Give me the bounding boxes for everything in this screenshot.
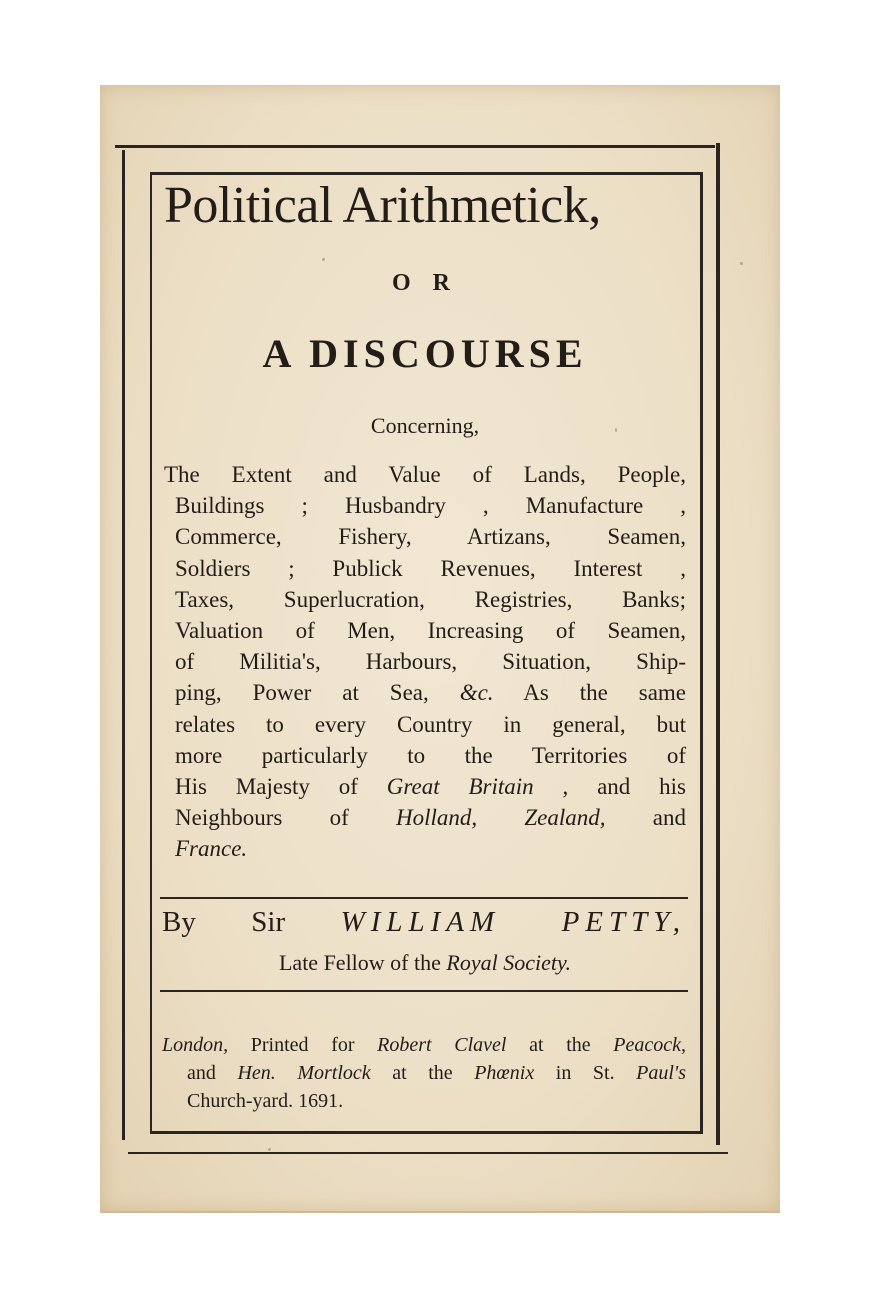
imprint-segment: Hen. Mortlock — [237, 1062, 371, 1084]
imprint-line-3: Church-yard. 1691. — [187, 1090, 344, 1112]
paper-speck — [322, 258, 325, 261]
concerning-label: Concerning, — [370, 413, 480, 438]
body-line-segment: Great Britain — [386, 774, 534, 799]
body-line-segment: more particularly to the Territories of — [175, 742, 686, 768]
author-name: WILLIAM PETTY, — [340, 906, 686, 938]
imprint-line-2 — [187, 1062, 686, 1085]
affiliation-society: Royal Society. — [446, 950, 572, 975]
body-line — [175, 774, 686, 800]
body-line — [175, 805, 686, 831]
body-line-segment: Valuation of Men, Increasing of Seamen, — [175, 618, 686, 643]
imprint-top-rule — [160, 990, 688, 992]
outer-frame-bottom-rule — [128, 1152, 728, 1154]
paper-speck — [740, 262, 743, 265]
body-line — [175, 618, 686, 644]
body-line — [175, 556, 686, 582]
body-line — [175, 587, 686, 613]
imprint-segment: at the — [506, 1034, 614, 1056]
body-line-segment: The Extent and Value of Lands, People, — [164, 462, 686, 487]
paper-speck — [268, 1148, 271, 1151]
body-line-segment: ping, Power at Sea, — [175, 680, 460, 706]
outer-frame-right-rule — [716, 143, 720, 1145]
body-line — [175, 836, 686, 862]
paper-speck — [615, 428, 617, 432]
body-line-segment: His Majesty of — [175, 774, 387, 799]
imprint-segment: Peacock, — [613, 1034, 687, 1056]
body-line-segment: relates to every Country in general, but — [175, 711, 686, 737]
body-line-segment: Buildings ; Husbandry , Manufacture , — [175, 493, 686, 519]
title: Political Arithmetick, — [164, 177, 601, 234]
outer-frame-left-rule — [122, 150, 125, 1140]
outer-frame-top-rule — [115, 145, 715, 148]
imprint-segment: Printed for — [228, 1034, 378, 1056]
body-line-segment: Commerce, Fishery, Artizans, Seamen, — [175, 524, 686, 550]
affiliation-prefix: Late Fellow of the — [278, 950, 441, 975]
body-line — [175, 743, 686, 769]
body-line-segment: Taxes, Superlucration, Registries, Banks; — [175, 586, 686, 612]
imprint-segment: and — [187, 1062, 238, 1084]
imprint-line-1 — [162, 1034, 686, 1057]
or-connector: O R — [392, 270, 458, 296]
imprint-segment: Phœnix — [474, 1062, 535, 1084]
imprint-segment: in St. — [534, 1062, 637, 1084]
byline-prefix: By Sir — [162, 906, 286, 938]
body-line-segment: &c. — [459, 680, 494, 706]
body-line — [175, 649, 686, 675]
body-line — [175, 524, 686, 550]
body-line-segment: and — [605, 805, 687, 831]
author-affiliation — [150, 950, 700, 976]
body-line-segment: , and his — [533, 774, 686, 799]
imprint-segment: London, — [162, 1034, 229, 1056]
body-line — [175, 493, 686, 519]
body-line — [164, 462, 686, 488]
body-line-segment: Holland, Zealand, — [396, 805, 606, 831]
body-line — [175, 712, 686, 738]
imprint-segment: Robert Clavel — [377, 1034, 507, 1056]
subtitle: A DISCOURSE — [262, 331, 588, 376]
body-line-segment: As the same — [493, 680, 687, 706]
body-line-segment: France. — [175, 836, 248, 862]
body-line — [175, 680, 686, 706]
byline — [162, 906, 686, 939]
body-line-segment: Soldiers ; Publick Revenues, Interest , — [175, 555, 686, 581]
body-line-segment: Neighbours of — [175, 805, 396, 831]
imprint-segment: Paul's — [636, 1062, 686, 1084]
body-line-segment: of Militia's, Harbours, Situation, Ship- — [175, 649, 686, 675]
imprint-segment: at the — [370, 1062, 475, 1084]
byline-top-rule — [160, 897, 688, 899]
